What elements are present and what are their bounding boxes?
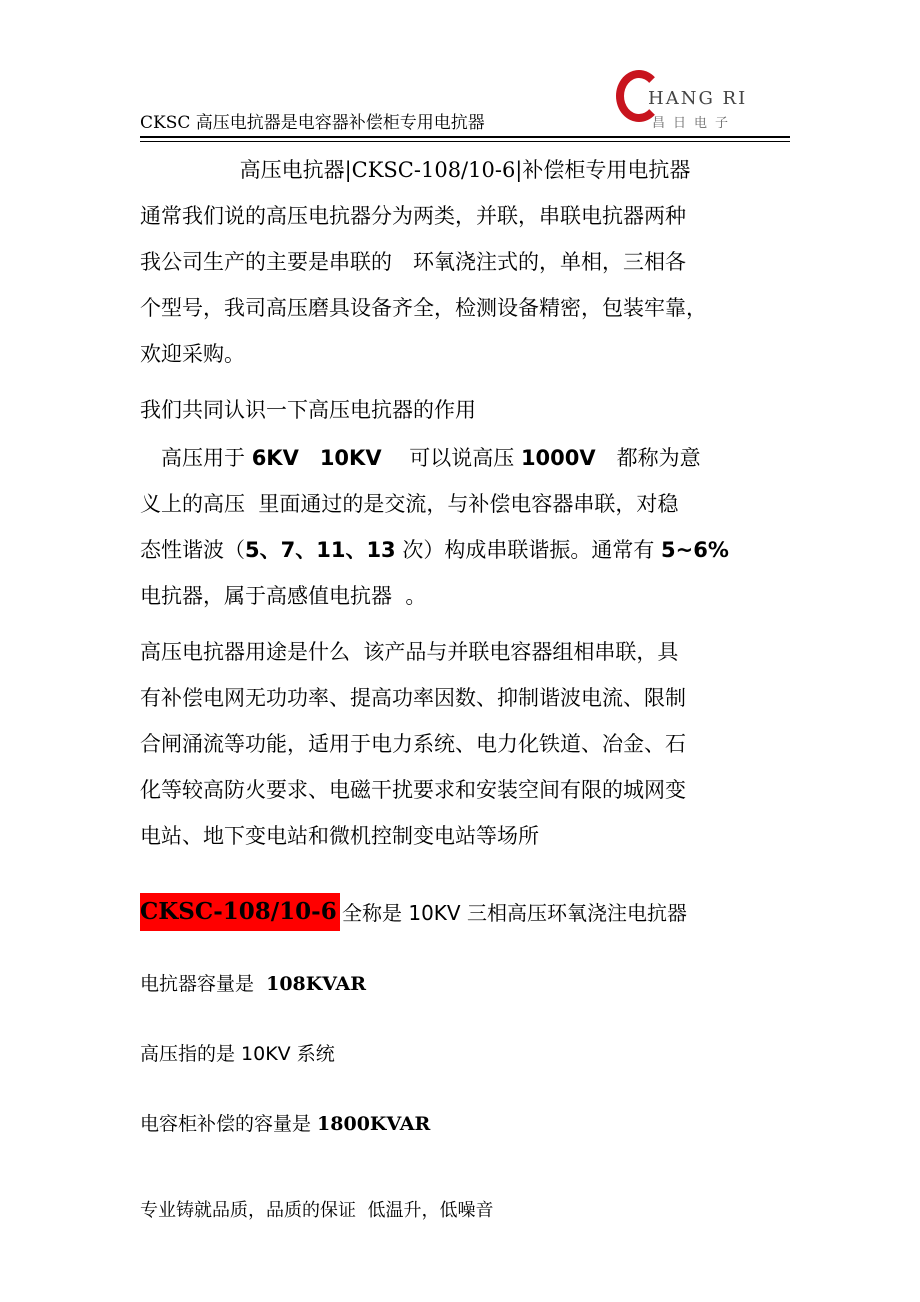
text-run: 态性谐波（ bbox=[140, 538, 245, 562]
function-paragraph bbox=[140, 435, 729, 619]
usage-line: 电站、地下变电站和微机控制变电站等场所 bbox=[140, 824, 539, 848]
document-title: 高压电抗器|CKSC-108/10-6|补偿柜专用电抗器 bbox=[239, 158, 691, 182]
capacity-value: 108KVAR bbox=[266, 973, 367, 995]
voltage-value: 10KV bbox=[241, 1043, 291, 1065]
text-run: 可以说高压 bbox=[381, 446, 521, 470]
cabinet-capacity-label: 电容柜补偿的容量是 bbox=[140, 1113, 318, 1135]
header-title: CKSC 高压电抗器是电容器补偿柜专用电抗器 bbox=[140, 113, 485, 133]
function-heading-text: 我们共同认识一下高压电抗器的作用 bbox=[140, 398, 476, 422]
usage-line: 合闸涌流等功能，适用于电力系统、电力化铁道、冶金、石 bbox=[140, 732, 686, 756]
intro-line: 个型号，我司高压磨具设备齐全，检测设备精密，包装牢靠， bbox=[140, 296, 707, 320]
text-run: 高压用于 bbox=[140, 446, 252, 470]
text-run: 都称为意 bbox=[595, 446, 701, 470]
usage-line: 高压电抗器用途是什么 该产品与并联电容器组相串联，具 bbox=[140, 640, 679, 664]
usage-paragraph bbox=[140, 629, 686, 859]
spec-description: 全称是 10KV 三相高压环氧浇注电抗器 bbox=[342, 901, 687, 925]
cabinet-capacity-value: 1800KVAR bbox=[317, 1113, 431, 1135]
cabinet-capacity-line bbox=[140, 1110, 430, 1138]
function-line-4: 电抗器，属于高感值电抗器 。 bbox=[140, 584, 427, 608]
function-heading bbox=[140, 387, 476, 433]
voltage-threshold: 1000V bbox=[520, 446, 596, 470]
voltage-suffix: 系统 bbox=[290, 1043, 335, 1065]
capacity-line bbox=[140, 970, 366, 998]
voltage-values: 6KV 10KV bbox=[251, 446, 382, 470]
function-line-1 bbox=[140, 435, 729, 481]
function-line-2: 义上的高压 里面通过的是交流，与补偿电容器串联，对稳 bbox=[140, 492, 679, 516]
header-rule-thick bbox=[140, 136, 790, 138]
spec-code: CKSC-108/10-6 bbox=[140, 898, 337, 925]
quality-note: 专业铸就品质，品质的保证 低温升，低噪音 bbox=[140, 1200, 494, 1221]
function-line-3 bbox=[140, 527, 729, 573]
intro-line: 欢迎采购。 bbox=[140, 342, 245, 366]
logo-chinese-name: 昌日电子 bbox=[652, 116, 737, 131]
company-logo bbox=[612, 66, 752, 132]
harmonic-orders: 5、7、11、13 bbox=[245, 538, 396, 562]
intro-paragraph bbox=[140, 193, 707, 377]
reactance-percent: 5~6% bbox=[661, 538, 729, 562]
voltage-line bbox=[140, 1040, 335, 1068]
usage-line: 化等较高防火要求、电磁干扰要求和安装空间有限的城网变 bbox=[140, 778, 686, 802]
text-run: 次）构成串联谐振。通常有 bbox=[395, 538, 662, 562]
usage-line: 有补偿电网无功功率、提高功率因数、抑制谐波电流、限制 bbox=[140, 686, 686, 710]
voltage-label: 高压指的是 bbox=[140, 1043, 242, 1065]
capacity-label: 电抗器容量是 bbox=[140, 973, 267, 995]
intro-line: 通常我们说的高压电抗器分为两类，并联，串联电抗器两种 bbox=[140, 204, 686, 228]
logo-word: HANG RI bbox=[648, 88, 748, 109]
header-rule-thin bbox=[140, 141, 790, 142]
intro-line: 我公司生产的主要是串联的 环氧浇注式的，单相，三相各 bbox=[140, 250, 686, 274]
